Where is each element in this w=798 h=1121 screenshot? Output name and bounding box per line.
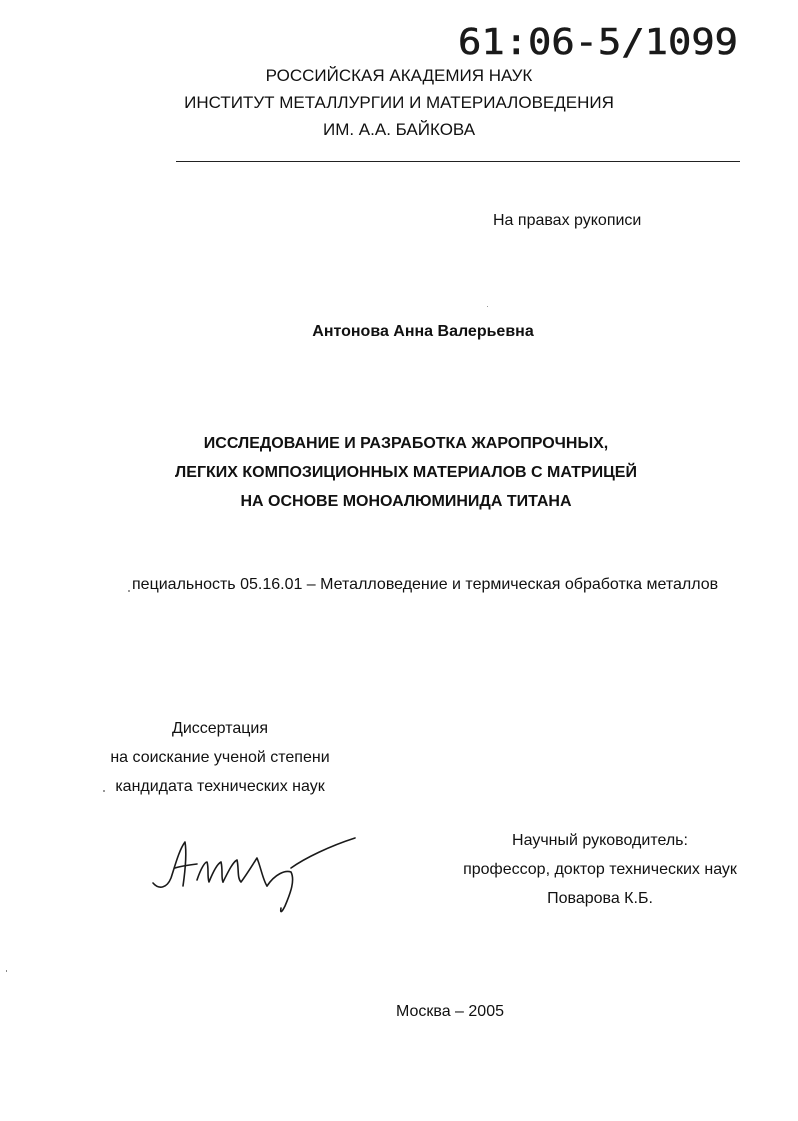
archive-code [458, 14, 748, 64]
header-divider [176, 161, 740, 162]
degree-line-1: Диссертация [171, 720, 269, 737]
archive-code-text: 61:06-5/1099 [458, 22, 738, 63]
manuscript-note: На правах рукописи [493, 212, 642, 229]
degree-block [104, 714, 336, 801]
scan-speck [128, 590, 130, 592]
advisor-title: профессор, доктор технических наук [463, 861, 737, 878]
institution-line-2: ИНСТИТУТ МЕТАЛЛУРГИИ И МАТЕРИАЛОВЕДЕНИЯ [184, 93, 614, 112]
institution-header [0, 62, 798, 143]
scan-speck [6, 970, 7, 972]
advisor-block [455, 826, 745, 913]
specialty-line: пециальность 05.16.01 – Металловедение и термическая обработка металлов [132, 576, 719, 593]
title-line-2: ЛЕГКИХ КОМПОЗИЦИОННЫХ МАТЕРИАЛОВ С МАТРИЦЕЙ [175, 464, 637, 481]
dissertation-title [0, 429, 798, 516]
signature [145, 828, 365, 918]
scan-speck [487, 306, 488, 307]
institution-line-1: РОССИЙСКАЯ АКАДЕМИЯ НАУК [265, 66, 533, 85]
author-name: Антонова Анна Валерьевна [312, 323, 534, 340]
degree-line-3: кандидата технических наук [115, 778, 325, 795]
advisor-label: Научный руководитель: [512, 832, 688, 849]
title-line-1: ИССЛЕДОВАНИЕ И РАЗРАБОТКА ЖАРОПРОЧНЫХ, [203, 435, 609, 452]
degree-line-2: на соискание ученой степени [110, 749, 330, 766]
advisor-name: Поварова К.Б. [547, 890, 653, 907]
title-line-3: НА ОСНОВЕ МОНОАЛЮМИНИДА ТИТАНА [240, 493, 572, 510]
scan-speck [103, 790, 105, 792]
institution-line-3: ИМ. А.А. БАЙКОВА [322, 120, 476, 139]
city-year: Москва – 2005 [395, 1003, 504, 1020]
